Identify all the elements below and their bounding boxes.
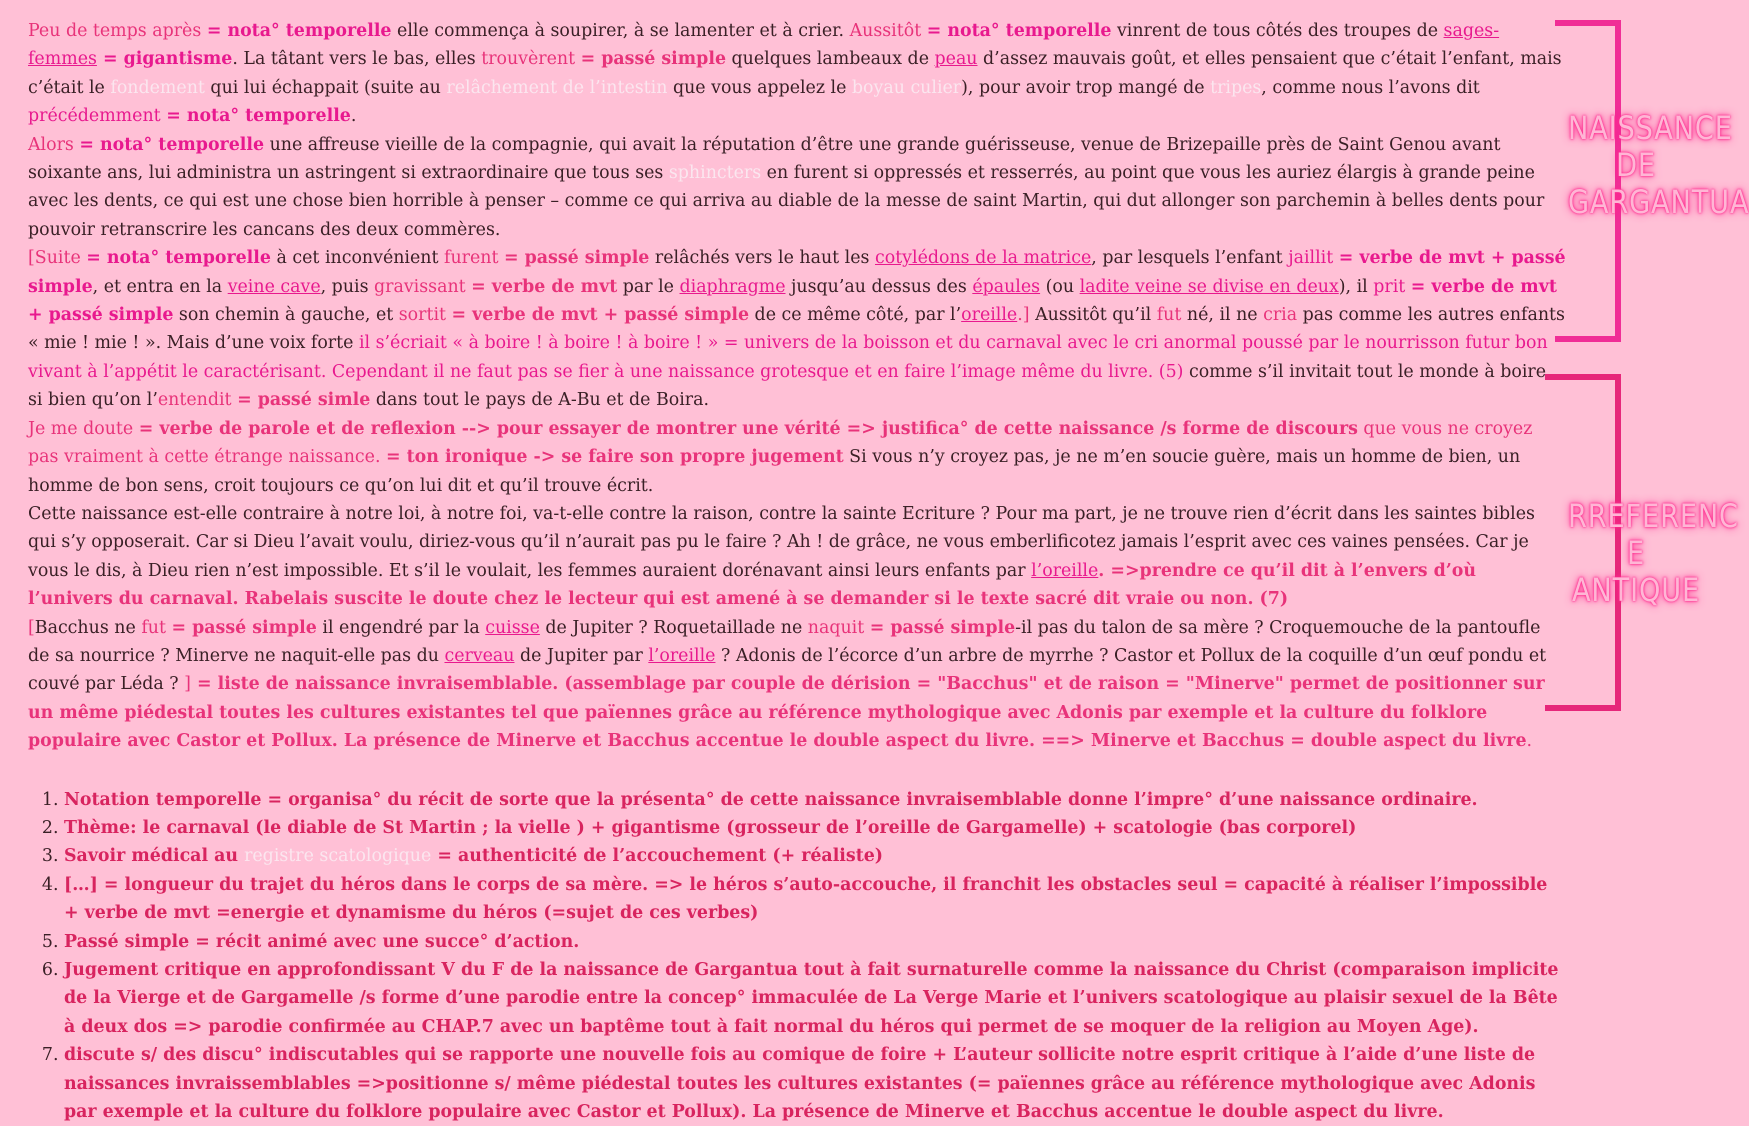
text-run: pas comme les autres enfants « mie ! mie ! ». Mais d’une voix forte xyxy=(28,305,1565,354)
text-run: entendit xyxy=(157,390,238,411)
text-run: . xyxy=(350,106,357,127)
side-label-naissance xyxy=(1568,109,1749,221)
text-run: = ton ironique -> se faire son propre jugement xyxy=(386,447,844,468)
text-run: jusqu’au dessus des xyxy=(785,276,973,297)
text-run: à cet inconvénient xyxy=(270,248,445,269)
text-run: cotylédons de la matrice xyxy=(874,248,1092,269)
text-run: vinrent de tous côtés des troupes de xyxy=(1111,21,1444,41)
text-run: = verbe de parole et de reflexion --> pour essayer de montrer une vérité => justifica° de cette naissance /s forme de discours xyxy=(138,418,1358,439)
text-run: = authenticité de l’accouchement (+ réaliste) xyxy=(431,846,884,867)
text-run: furent xyxy=(444,248,504,269)
paragraph-5 xyxy=(28,500,1566,614)
text-run: qui lui échappait (suite au xyxy=(204,77,447,98)
side-label-line: GARGANTUA xyxy=(1568,183,1749,221)
text-run: comme s’il invitait tout le monde à boire, si bien qu’on l’ xyxy=(28,361,1552,411)
text-run: = nota° temporelle xyxy=(79,134,265,155)
text-run: naquit xyxy=(807,617,870,638)
text-run: que vous appelez le xyxy=(667,77,852,98)
text-run: cuisse xyxy=(485,617,540,638)
text-run: Bacchus ne xyxy=(34,617,142,638)
text-run: peau xyxy=(934,49,978,70)
text-run: sages-femmes xyxy=(28,21,1500,70)
text-run: quelques lambeaux de xyxy=(726,49,935,70)
text-run: ladite veine se divise en deux xyxy=(1079,276,1339,297)
paragraph-2 xyxy=(28,131,1566,245)
text-run: il s’écriait « à boire ! à boire ! à boire ! » = univers de la boisson et du carnaval avec le cri anormal poussé par le nourrisson futur bon vivant à l’appétit le caractérisant. Cependant il ne faut pas se fier à une naissance grotesque et en faire l’image même du livre. (5) xyxy=(28,333,1548,382)
text-run: prit xyxy=(1373,276,1411,297)
text-run: Alors xyxy=(28,134,80,155)
text-run: fondement xyxy=(110,77,205,98)
text-run: Si vous n’y croyez pas, je ne m’en soucie guère, mais un homme de bien, un homme de bon sens, croit toujours ce qu’on lui dit et qu’il trouve écrit. xyxy=(28,447,1521,496)
text-run: Passé simple = récit animé avec une succe° d’action. xyxy=(64,931,580,952)
text-run: tripes xyxy=(1210,77,1262,98)
text-run: . xyxy=(1526,731,1533,752)
text-run: elle commença à soupirer, à se lamenter et à crier. xyxy=(391,21,850,41)
text-run: = verbe de mvt + passé simple xyxy=(28,248,1566,297)
text-run: trouvèrent xyxy=(481,49,581,70)
text-run: veine cave xyxy=(227,276,321,297)
note-item xyxy=(64,871,1566,928)
paragraph-1 xyxy=(28,17,1566,131)
text-run: relâchés vers le haut les xyxy=(649,248,875,269)
paragraph-4 xyxy=(28,415,1566,500)
text-run: Peu de temps après xyxy=(28,21,207,41)
text-run: = passé simle xyxy=(237,390,371,411)
text-run: (ou xyxy=(1040,276,1080,297)
text-run: de ce même côté, par l’ xyxy=(749,305,962,326)
text-run: boyau culier xyxy=(851,77,962,98)
text-run: il engendré par la xyxy=(316,617,486,638)
text-run: diaphragme xyxy=(679,276,786,297)
text-run: Jugement critique en approfondissant V du F de la naissance de Gargantua tout à fait surnaturelle comme la naissance du Christ (comparaison implicite de la Vierge et de Gargamelle /s forme d’une parodie entre la concep° immaculée de La Verge Marie et l’univers scatologique au plaisir sexuel de la Bête à deux dos => parodie confirmée au CHAP.7 avec un baptême tout à fait normal du héros qui permet de se moquer de la religion au Moyen Age). xyxy=(64,960,1559,1037)
text-run: fut xyxy=(1156,305,1182,326)
text-run: ), il xyxy=(1338,276,1374,297)
text-run: l’oreille xyxy=(648,645,716,666)
text-run: [Suite xyxy=(28,248,87,269)
text-run: , puis xyxy=(320,276,375,297)
note-item xyxy=(64,842,1566,870)
text-run: = nota° temporelle xyxy=(206,21,392,41)
text-run: ? Adonis de l’écorce d’un arbre de myrrhe ? Castor et Pollux de la coquille d’un œuf pondu et couvé par Léda ? xyxy=(28,645,1547,695)
text-run: [ xyxy=(28,617,35,638)
side-label-line: DE xyxy=(1616,146,1656,184)
text-run: = passé simple xyxy=(503,248,650,269)
text-run: = verbe de mvt + passé simple xyxy=(451,305,750,326)
paragraph-6 xyxy=(28,614,1566,756)
text-run: = nota° temporelle xyxy=(86,248,271,269)
text-run: que vous ne croyez pas vraiment à cette étrange naissance. xyxy=(28,418,1533,468)
text-run: né, il ne xyxy=(1181,305,1264,326)
text-run: = nota° temporelle xyxy=(166,106,351,127)
text-run: précédemment xyxy=(28,106,167,127)
text-run: fut xyxy=(141,617,172,638)
note-item xyxy=(64,928,1566,956)
text-run: = gigantisme xyxy=(96,49,233,70)
text-run: Aussitôt qu’il xyxy=(1029,305,1157,326)
note-item xyxy=(64,786,1566,814)
note-item xyxy=(64,1041,1566,1126)
text-run: .] xyxy=(1017,305,1030,326)
text-run: par le xyxy=(617,276,680,297)
side-label-line: NAISSANCE xyxy=(1568,109,1733,147)
text-run: épaules xyxy=(972,276,1041,297)
text-run: = nota° temporelle xyxy=(926,21,1112,41)
text-run: de Jupiter ? Roquetaillade ne xyxy=(539,617,808,638)
text-run: jaillit xyxy=(1288,248,1339,269)
text-run: sphincters xyxy=(668,163,762,184)
text-run: l’oreille xyxy=(1031,560,1099,581)
text-run: = passé simple xyxy=(580,49,727,70)
note-item xyxy=(64,956,1566,1041)
text-run: oreille xyxy=(961,305,1018,326)
text-run: = liste de naissance invraisemblable. (assemblage par couple de dérision = "Bacchus" et de raison = "Minerve" permet de positionner sur un même piédestal toutes les cultures existantes tel que païennes grâce au référence mythologique avec Adonis par exemple et la culture du folklore populaire avec Castor et Pollux. La présence de Minerve et Bacchus accentue le double aspect du livre. ==> Minerve et Bacchus = double aspect du livre xyxy=(28,674,1545,752)
text-run: cria xyxy=(1263,305,1298,326)
text-run: d’assez mauvais goût, et elles pensaient que c’était l’enfant, mais c’était le xyxy=(28,49,1562,98)
text-run: ] xyxy=(184,674,191,695)
note-item xyxy=(64,814,1566,842)
text-run: , et entra en la xyxy=(92,276,228,297)
text-run: = passé simple xyxy=(869,617,1016,638)
side-label-line: E ANTIQUE xyxy=(1571,534,1701,609)
text-run: Aussitôt xyxy=(849,21,927,41)
text-run: dans tout le pays de A-Bu et de Boira. xyxy=(370,390,710,411)
text-run: son chemin à gauche, et xyxy=(173,305,399,326)
text-run: = passé simple xyxy=(171,617,317,638)
side-label-line: RREFERENC xyxy=(1568,497,1739,535)
text-run: en furent si oppressés et resserrés, au point que vous les auriez élargis à grande peine avec les dents, ce qui est une chose bien horrible à penser – comme ce qui arriva au diable de la messe de saint Martin, qui dut allonger son parchemin à belles dents pour pouvoir retranscrire les cancans des deux commères. xyxy=(28,163,1545,240)
document-body xyxy=(28,17,1566,1126)
text-run: = verbe de mvt + passé simple xyxy=(28,276,1557,326)
text-run: . =>prendre ce qu’il dit à l’envers d’où l’univers du carnaval. Rabelais suscite le doute chez le lecteur qui est amené à se demander si le texte sacré dit vraie ou non. (7) xyxy=(28,560,1477,610)
text-run: sortit xyxy=(398,305,452,326)
text-run: Notation temporelle = organisa° du récit de sorte que la présenta° de cette naissance invraisemblable donne l’impre° d’une naissance ordinaire. xyxy=(64,789,1478,810)
text-run: de Jupiter par xyxy=(514,645,649,666)
text-run: -il pas du talon de sa mère ? Croquemouche de la pantoufle de sa nourrice ? Minerve ne naquit-elle pas du xyxy=(28,617,1541,666)
text-run: Savoir médical au xyxy=(64,846,245,867)
text-run: discute s/ des discu° indiscutables qui se rapporte une nouvelle fois au comique de foire + L’auteur sollicite notre esprit critique à l’aide d’une liste de naissances invraissemblables =>positionne s/ même piédestal toutes les cultures existantes (= païennes grâce au référence mythologique avec Adonis par exemple et la culture du folklore populaire avec Castor et Pollux). La présence de Minerve et Bacchus accentue le double aspect du livre. xyxy=(64,1045,1536,1123)
text-run: […] = longueur du trajet du héros dans le corps de sa mère. => le héros s’auto-accouche, il franchit les obstacles seul = capacité à réaliser l’impossible + verbe de mvt =energie et dynamisme du héros (=sujet de ces verbes) xyxy=(64,874,1548,924)
text-run: relâchement de l’intestin xyxy=(446,77,668,98)
text-run: Thème: le carnaval (le diable de St Martin ; la vielle ) + gigantisme (grosseur de l’oreille de Gargamelle) + scatologie (bas corporel) xyxy=(64,817,1357,838)
text-run: registre scatologique xyxy=(244,846,432,867)
paragraph-3 xyxy=(28,244,1566,414)
text-run: . La tâtant vers le bas, elles xyxy=(232,49,482,70)
text-run: Je me doute xyxy=(28,418,139,439)
text-run: ), pour avoir trop mangé de xyxy=(961,77,1211,98)
numbered-notes xyxy=(28,786,1566,1126)
side-label-reference xyxy=(1568,497,1739,609)
text-run: , comme nous l’avons dit xyxy=(1261,77,1480,98)
text-run: gravissant xyxy=(374,276,472,297)
text-run: cerveau xyxy=(444,645,515,666)
text-run: = verbe de mvt xyxy=(471,276,618,297)
text-run: Cette naissance est-elle contraire à notre loi, à notre foi, va-t-elle contre la raison, contre la sainte Ecriture ? Pour ma part, je ne trouve rien d’écrit dans les saintes bibles qui s’y opposerait. Car si Dieu l’avait voulu, diriez-vous qu’il n’aurait pas pu le faire ? Ah ! de grâce, ne vous emberlificotez jamais l’esprit avec ces vaines pensées. Car je vous le dis, à Dieu rien n’est impossible. Et s’il le voulait, les femmes auraient dorénavant ainsi leurs enfants par xyxy=(28,503,1535,581)
text-run: , par lesquels l’enfant xyxy=(1091,248,1289,269)
text-run: une affreuse vieille de la compagnie, qui avait la réputation d’être une grande guérisseuse, venue de Brizepaille près de Saint Genou avant soixante ans, lui administra un astringent si extraordinaire que tous ses xyxy=(28,134,1501,184)
